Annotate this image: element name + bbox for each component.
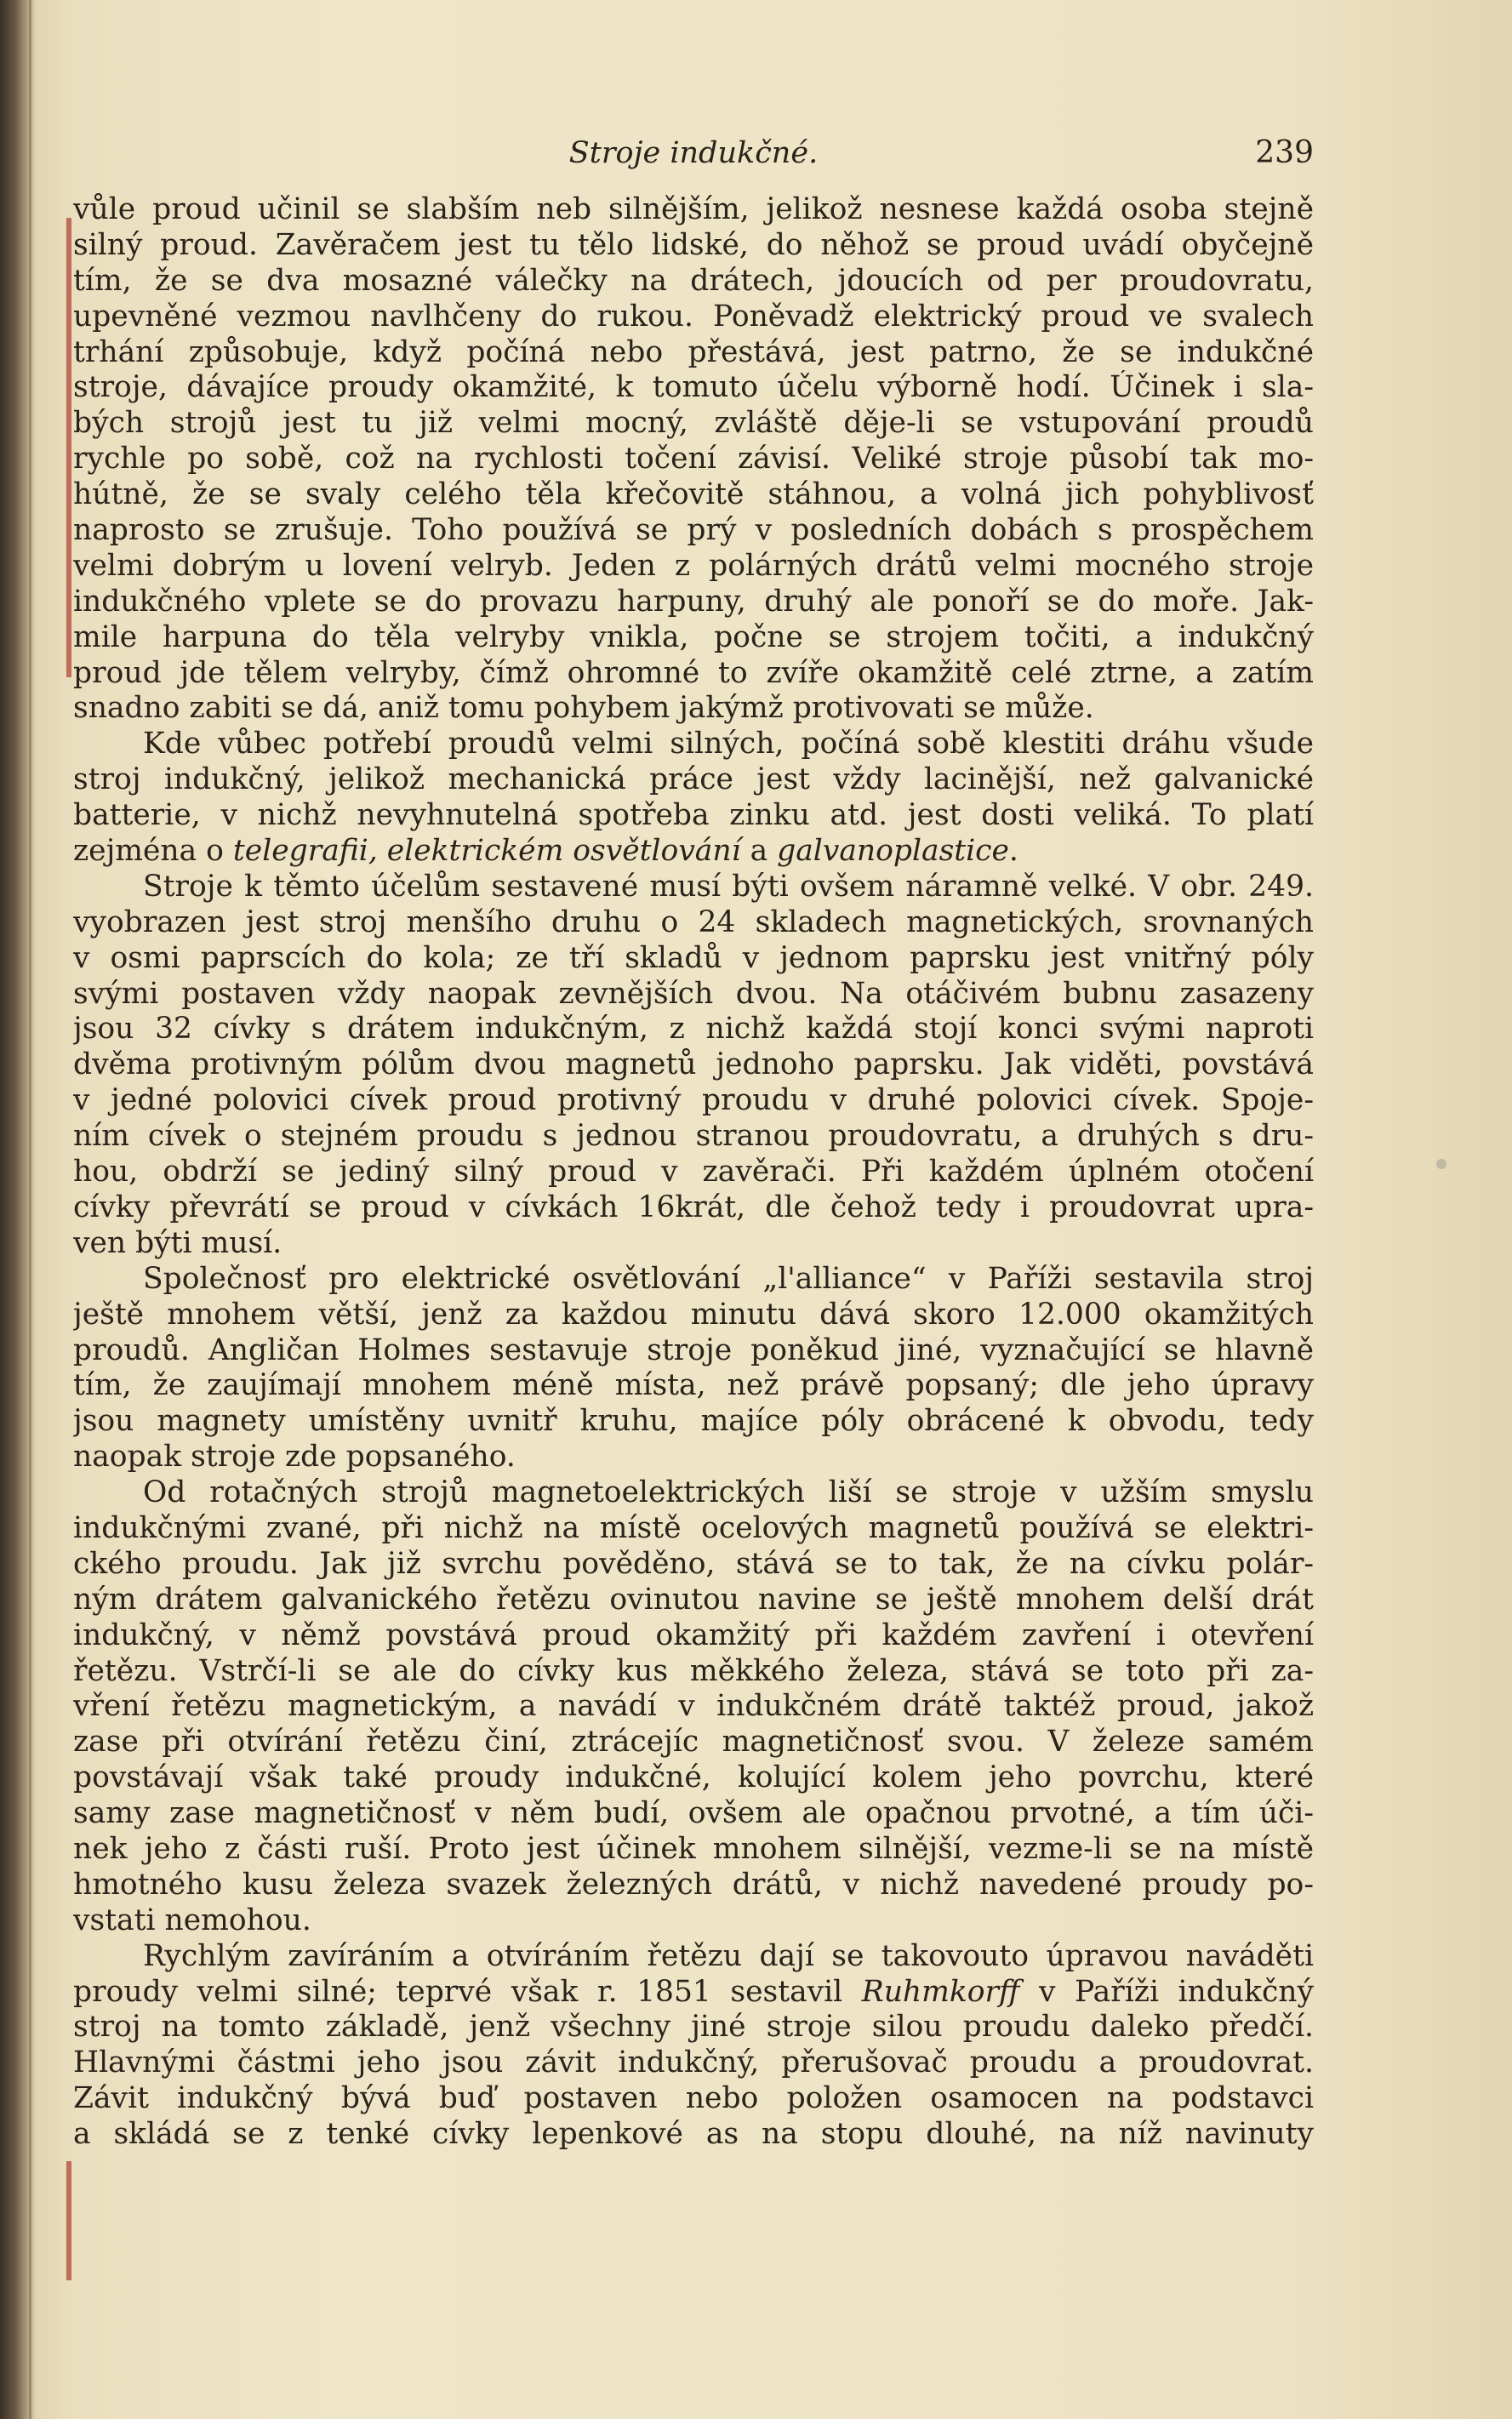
text-run: vyobrazen jest stroj menšího druhu o 24 skladech magnetických, srovnaných: [73, 904, 1314, 939]
text-run: v Paříži indukčný: [1019, 1974, 1314, 2009]
text-run: vření řetězu magnetickým, a navádí v indukčném drátě taktéž proud, jakož: [73, 1689, 1314, 1724]
text-line: [73, 1760, 1314, 1796]
text-line: [73, 620, 1314, 656]
text-run: naprosto se zrušuje. Toho používá se prý v posledních dobách s prospěchem: [73, 513, 1314, 548]
text-line: [73, 1119, 1314, 1155]
text-line: [73, 656, 1314, 692]
text-line: [73, 762, 1314, 798]
text-line: [73, 406, 1314, 442]
text-run: jsou 32 cívky s drátem indukčným, z nichž každá stojí konci svými naproti: [73, 1012, 1314, 1047]
text-run: proud jde tělem velryby, čímž ohromné to zvíře okamžitě celé ztrne, a zatím: [73, 655, 1314, 690]
italic-phrase: galvanoplastice: [777, 834, 1009, 869]
text-run: zejména o: [73, 834, 233, 869]
text-run: indukčnými zvané, při nichž na místě ocelových magnetů používá se elektri-: [73, 1510, 1314, 1545]
text-run: velmi dobrým u lovení velryb. Jeden z polárných drátů velmi mocného stroje: [73, 548, 1314, 583]
text-run: upevněné vezmou navlhčeny do rukou. Poněvadž elektrický proud ve svalech: [73, 299, 1314, 334]
text-line: [73, 1618, 1314, 1654]
text-run: svými postaven vždy naopak zevnějších dvou. Na otáčivém bubnu zasazeny: [73, 976, 1314, 1011]
text-run: hútně, že se svaly celého těla křečovitě stáhnou, a volná jich pohyblivosť: [73, 477, 1314, 512]
text-line: [73, 228, 1314, 264]
text-run: Společnosť pro elektrické osvětlování „l'alliance“ v Paříži sestavila stroj: [143, 1261, 1314, 1296]
text-line: [73, 585, 1314, 620]
text-line: [73, 1047, 1314, 1083]
text-run: jsou magnety umístěny uvnitř kruhu, majíce póly obrácené k obvodu, tedy: [73, 1404, 1314, 1439]
body-text: [73, 192, 1314, 2153]
text-line: [73, 1333, 1314, 1369]
text-line: [73, 1083, 1314, 1119]
text-run: a: [740, 834, 778, 869]
text-run: v jedné polovici cívek proud protivný proudu v druhé polovici cívek. Spoje-: [73, 1083, 1314, 1118]
text-run: hmotného kusu železa svazek železných drátů, v nichž navedené proudy po-: [73, 1867, 1314, 1902]
text-line: [73, 941, 1314, 977]
page-number: 239: [1255, 135, 1314, 170]
text-line: [73, 834, 1314, 870]
text-run: ještě mnohem větší, jenž za každou minutu dává skoro 12.000 okamžitých: [73, 1297, 1314, 1332]
text-line: [73, 1689, 1314, 1725]
text-line: [73, 1511, 1314, 1547]
text-run: nek jeho z části ruší. Proto jest účinek mnohem silnější, vezme-li se na místě: [73, 1831, 1314, 1866]
text-line: [73, 727, 1314, 762]
text-line: [73, 477, 1314, 513]
text-line: [73, 1012, 1314, 1047]
text-line: [73, 691, 1314, 727]
text-run: .: [1008, 834, 1018, 869]
text-line: [73, 264, 1314, 300]
text-run: Závit indukčný bývá buď postaven nebo položen osamocen na podstavci: [73, 2081, 1314, 2116]
margin-mark: [66, 218, 71, 677]
text-run: silný proud. Zavěračem jest tu tělo lidské, do něhož se proud uvádí obyčejně: [73, 227, 1314, 262]
text-run: dvěma protivným pólům dvou magnetů jednoho paprsku. Jak viděti, povstává: [73, 1047, 1314, 1082]
text-run: stroje, dávajíce proudy okamžité, k tomuto účelu výborně hodí. Účinek i sla-: [73, 370, 1314, 405]
text-line: [73, 300, 1314, 335]
text-line: [73, 513, 1314, 549]
text-run: tím, že zaujímají mnohem méně místa, než právě popsaný; dle jeho úpravy: [73, 1368, 1314, 1403]
text-run: a skládá se z tenké cívky lepenkové as na stopu dlouhé, na níž navinuty: [73, 2117, 1314, 2152]
italic-phrase: telegrafii, elektrickém osvětlování: [232, 834, 741, 869]
text-line: [73, 1226, 1314, 1262]
text-run: Rychlým zavíráním a otvíráním řetězu dají se takovouto úpravou naváděti: [143, 1938, 1314, 1973]
text-run: povstávají však také proudy indukčné, kolující kolem jeho povrchu, které: [73, 1760, 1314, 1795]
text-run: trhání způsobuje, když počíná nebo přestává, jest patrno, že se indukčné: [73, 334, 1314, 369]
text-line: [73, 1725, 1314, 1760]
text-line: [73, 335, 1314, 371]
text-run: mile harpuna do těla velryby vnikla, počne se strojem točiti, a indukčný: [73, 619, 1314, 654]
text-line: [73, 977, 1314, 1013]
text-run: naopak stroje zde popsaného.: [73, 1440, 516, 1475]
text-run: v osmi paprscích do kola; ze tří skladů v jednom paprsku jest vnitřný póly: [73, 940, 1314, 975]
text-run: vstati nemohou.: [73, 1903, 311, 1937]
text-line: [73, 1155, 1314, 1190]
text-run: Od rotačných strojů magnetoelektrických liší se stroje v užším smyslu: [143, 1475, 1314, 1510]
text-run: Kde vůbec potřebí proudů velmi silných, počíná sobě klestiti dráhu všude: [143, 727, 1314, 762]
text-run: proudů. Angličan Holmes sestavuje stroje poněkud jiné, vyznačující se hlavně: [73, 1332, 1314, 1367]
text-run: zase při otvírání řetězu činí, ztrácejíc magnetičnosť svou. V železe samém: [73, 1725, 1314, 1760]
text-line: [73, 1583, 1314, 1618]
text-line: [73, 1975, 1314, 2011]
text-line: [73, 905, 1314, 941]
running-header: [73, 133, 1314, 174]
text-line: [73, 798, 1314, 834]
text-run: proudy velmi silné; teprvé však r. 1851 sestavil: [73, 1974, 862, 2009]
text-line: [73, 1868, 1314, 1903]
text-run: indukčného vplete se do provazu harpuny, druhý ale ponoří se do moře. Jak-: [73, 584, 1314, 619]
text-run: stroj indukčný, jelikož mechanická práce jest vždy lacinější, než galvanické: [73, 762, 1314, 797]
text-run: ckého proudu. Jak již svrchu pověděno, stává se to tak, že na cívku polár-: [73, 1546, 1314, 1581]
text-line: [73, 370, 1314, 406]
text-line: [73, 549, 1314, 585]
text-line: [73, 1903, 1314, 1939]
text-run: tím, že se dva mosazné válečky na drátech, jdoucích od per proudovratu,: [73, 263, 1314, 298]
text-line: [73, 442, 1314, 477]
text-run: cívky převrátí se proud v cívkách 16krát, dle čehož tedy i proudovrat upra-: [73, 1190, 1314, 1224]
text-line: [73, 192, 1314, 228]
text-line: [73, 1832, 1314, 1868]
text-run: ven býti musí.: [73, 1225, 282, 1260]
text-line: [73, 1475, 1314, 1511]
text-line: [73, 2117, 1314, 2153]
text-run: batterie, v nichž nevyhnutelná spotřeba zinku atd. jest dosti veliká. To platí: [73, 798, 1314, 833]
text-line: [73, 2081, 1314, 2117]
text-run: rychle po sobě, což na rychlosti točení závisí. Veliké stroje působí tak mo-: [73, 442, 1314, 476]
text-run: hou, obdrží se jediný silný proud v zavěrači. Při každém úplném otočení: [73, 1155, 1314, 1190]
text-line: [73, 1298, 1314, 1333]
text-line: [73, 1939, 1314, 1975]
text-line: [73, 2010, 1314, 2045]
text-run: stroj na tomto základě, jenž všechny jiné stroje silou proudu daleko předčí.: [73, 2010, 1314, 2045]
text-run: ným drátem galvanického řetězu ovinutou navine se ještě mnohem delší drát: [73, 1582, 1314, 1617]
text-line: [73, 1262, 1314, 1298]
text-line: [73, 1547, 1314, 1583]
text-run: indukčný, v němž povstává proud okamžitý při každém zavření i otevření: [73, 1617, 1314, 1652]
text-run: Stroje k těmto účelům sestavené musí býti ovšem náramně velké. V obr. 249.: [143, 869, 1314, 904]
text-line: [73, 2045, 1314, 2081]
text-run: řetězu. Vstrčí-li se ale do cívky kus měkkého železa, stává se toto při za-: [73, 1653, 1314, 1688]
text-run: samy zase magnetičnosť v něm budí, ovšem ale opačnou prvotné, a tím úči-: [73, 1796, 1314, 1831]
text-line: [73, 870, 1314, 905]
text-run: snadno zabiti se dá, aniž tomu pohybem jakýmž protivovati se může.: [73, 691, 1094, 726]
text-line: [73, 1440, 1314, 1475]
text-run: vůle proud učinil se slabším neb silnějším, jelikož nesnese každá osoba stejně: [73, 192, 1314, 226]
binding-edge: [29, 0, 31, 2419]
text-line: [73, 1796, 1314, 1832]
text-run: Hlavnými částmi jeho jsou závit indukčný, přerušovač proudu a proudovrat.: [73, 2045, 1314, 2080]
italic-phrase: Ruhmkorff: [861, 1974, 1020, 2009]
text-line: [73, 1190, 1314, 1226]
margin-mark: [66, 2161, 71, 2280]
header-title: Stroje indukčné.: [568, 136, 819, 170]
text-line: [73, 1404, 1314, 1440]
paper-speck: [1436, 1159, 1446, 1169]
text-run: ním cívek o stejném proudu s jednou stranou proudovratu, a druhých s dru-: [73, 1119, 1314, 1154]
text-line: [73, 1654, 1314, 1690]
text-run: bých strojů jest tu již velmi mocný, zvláště děje-li se vstupování proudů: [73, 406, 1314, 441]
text-line: [73, 1368, 1314, 1404]
